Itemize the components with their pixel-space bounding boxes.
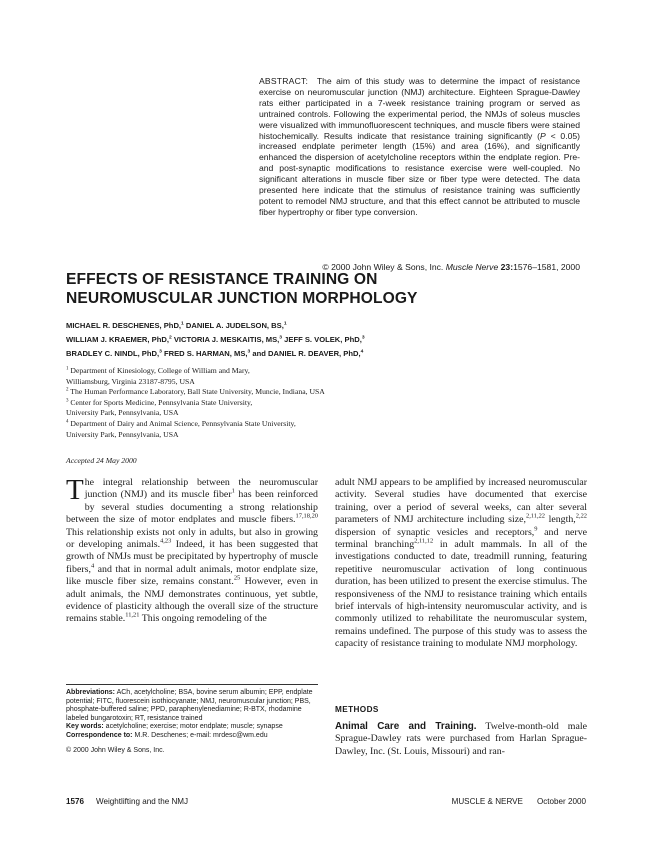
author-sup: 4	[360, 349, 364, 355]
body-text: he integral relationship between the neuromuscular junction (NMJ) and its muscle fiber	[84, 477, 318, 501]
author-sup: 1	[283, 321, 287, 327]
author-and: and	[252, 348, 266, 358]
author-name: BRADLEY C. NINDL, PhD,	[66, 348, 160, 358]
running-title: Weightlifting and the NMJ	[96, 797, 189, 806]
author-sup: 3	[159, 349, 162, 355]
author-sup: 3	[279, 335, 283, 341]
author-line-3	[66, 347, 586, 361]
body-text: This relationship exists not only in adults, but also in growing or developing animals.	[66, 526, 318, 551]
title-line-1: EFFECTS OF RESISTANCE TRAINING ON	[66, 271, 378, 288]
body-text: This ongoing remodeling of the	[139, 613, 267, 625]
footnotes	[66, 689, 318, 741]
affiliation-sup: 3	[66, 398, 69, 404]
affiliation-line: The Human Performance Laboratory, Ball State University, Muncie, Indiana, USA	[70, 387, 325, 397]
affiliation-sup: 1	[66, 366, 69, 372]
footnote-text: M.R. Deschenes; e-mail: mrdesc@wm.edu	[132, 731, 268, 739]
accepted-date: Accepted 24 May 2000	[66, 456, 137, 465]
footnote-copyright: © 2000 John Wiley & Sons, Inc.	[66, 747, 165, 754]
methods-paragraph	[335, 721, 587, 758]
copyright-journal: Muscle Nerve	[445, 262, 499, 272]
footnote-label: Abbreviations:	[66, 689, 116, 696]
author-name: MICHAEL R. DESCHENES, PhD,	[66, 321, 182, 330]
affiliation-line: Center for Sports Medicine, Pennsylvania State University,	[70, 397, 253, 407]
author-line-2	[66, 333, 586, 347]
footnote-divider	[66, 684, 318, 685]
methods-subheading: Animal Care and Training.	[335, 721, 477, 732]
affiliation-4-cont: University Park, Pennsylvania, USA	[66, 429, 179, 439]
page-footer-left	[66, 797, 188, 806]
author-sup: 1	[181, 321, 184, 327]
citation: 2,11,22	[525, 512, 546, 520]
drop-cap: T	[66, 474, 84, 506]
abstract-label: ABSTRACT:	[259, 76, 309, 86]
page-footer-right	[420, 797, 586, 806]
affiliation-line: Department of Dairy and Animal Science, Pennsylvania State University,	[70, 418, 296, 428]
author-name: FRED S. HARMAN, MS,	[163, 348, 248, 358]
footnote-keywords	[66, 723, 318, 732]
body-column-right	[335, 477, 587, 651]
article-title	[66, 270, 586, 308]
body-text: and nerve terminal branching	[335, 526, 588, 551]
copyright-volume: 23:	[500, 262, 514, 272]
abstract-text: The aim of this study was to determine the impact of resistance exercise on neuromuscular junction (NMJ) architecture. Eighteen Sprague-Dawley rats either participated in a 7-week resistance training program or served as untrained controls. Following the experimental period, the NMJs of soleus muscles were visualized with immunofluorescent techniques, and muscle fibers were stained histochemically. Results indicate that resistance training significantly (	[259, 76, 580, 141]
footnote-label: Correspondence to:	[66, 731, 133, 739]
affiliation-3	[66, 398, 396, 409]
author-sup: 2	[168, 335, 172, 341]
affiliation-sup: 2	[66, 387, 69, 393]
affiliation-2	[66, 387, 396, 398]
author-list	[66, 319, 586, 360]
footer-journal: MUSCLE & NERVE	[451, 797, 523, 806]
footnote-label: Key words:	[66, 723, 104, 731]
affiliation-1	[66, 366, 396, 377]
methods-text: Twelve-month-old male Sprague-Dawley rats were purchased from Harlan Sprague-Dawley, Inc. (St. Louis, Missouri) and ran-	[335, 721, 587, 757]
affiliation-4	[66, 419, 396, 430]
author-name: VICTORIA J. MESKAITIS, MS,	[173, 334, 280, 344]
citation: 4,23	[160, 537, 172, 545]
body-text: Indeed, it has been suggested that growth of NMJs must be precipitated by hypertrophy of muscle fibers,	[66, 539, 318, 575]
affiliation-line: Department of Kinesiology, College of William and Mary,	[70, 366, 250, 375]
citation: 1	[231, 488, 235, 496]
author-line-1	[66, 319, 586, 333]
author-name: WILLIAM J. KRAEMER, PhD,	[66, 334, 169, 344]
author-sup: 3	[361, 335, 365, 341]
author-sup: 3	[247, 349, 251, 355]
footnote-text: acetylcholine; exercise; motor endplate; muscle; synapse	[103, 723, 283, 731]
author-name: DANIEL A. JUDELSON, BS,	[185, 321, 284, 330]
citation: 9	[534, 525, 538, 533]
citation: 2,11,12	[414, 537, 434, 545]
author-name: JEFF S. VOLEK, PhD,	[284, 334, 362, 344]
body-text: dispersion of synaptic vesicles and receptors,	[335, 526, 535, 538]
body-text: in adult mammals. In all of the investigations conducted to date, treadmill running, featuring repetitive neuromuscular activation of long continuous duration, has been utilized to present the exercise stimulus. The responsiveness of the NMJ to resistance training which entails brief intervals of high-intensity neuromuscular activity, and is commonly utilized to rehabilitate the neuromuscular system, remains undefined. The purpose of this study was to assess the capacity of resistance training to modulate NMJ morphology.	[335, 539, 588, 650]
body-text: adult NMJ appears to be amplified by increased neuromuscular activity. Several studies have documented that exercise training, over a period of several weeks, can alter several parameters of NMJ architecture including size,	[335, 477, 587, 526]
methods-heading: METHODS	[335, 705, 379, 714]
footer-date: October 2000	[536, 797, 586, 806]
copyright-prefix: © 2000 John Wiley & Sons, Inc.	[322, 262, 444, 272]
body-text: and that in normal adult animals, motor endplate size, like muscle fiber size, remains constant.	[66, 563, 318, 588]
body-text: However, even in adult animals, the NMJ demonstrates continuous, yet subtle, evidence of plasticity although the overall size of the structure remains stable.	[66, 576, 318, 625]
affiliation-sup: 4	[66, 419, 69, 425]
abstract	[259, 76, 580, 218]
footnote-text: ACh, acetylcholine; BSA, bovine serum albumin; EPP, endplate potential; FITC, fluorescein isothiocyanate; NMJ, neuromuscular junction; PBS, phosphate-buffered saline; PPD, paraphenylenediamine; R-BTX, rhodamine labeled bungarotoxin; RT, resistance trained	[66, 689, 313, 722]
body-text: has been reinforced by several studies documenting a strong relationship between the size of motor endplates and muscle fibers.	[66, 489, 318, 526]
abstract-text-2: < 0.05) increased endplate perimeter length (15%) and area (16%), and significantly enhanced the dispersion of acetylcholine receptors within the endplate region. Pre- and post-synaptic modifications to resistance exercise were well-coupled. No significant alterations in muscle fiber size or fiber type were detected. The data presented here indicate that the stimulus of resistance training was sufficiently potent to remodel NMJ structure, and that this effect cannot be attributed to muscle fiber hypertrophy or fiber type conversion.	[259, 130, 580, 217]
citation: 17,18,20	[295, 512, 318, 520]
title-line-2: NEUROMUSCULAR JUNCTION MORPHOLOGY	[66, 290, 418, 307]
body-text: length,	[545, 514, 576, 526]
citation: 11,21	[125, 612, 140, 620]
abstract-p-symbol: P	[540, 130, 546, 141]
citation: 4	[90, 562, 95, 570]
affiliation-1-cont: Williamsburg, Virginia 23187-8795, USA	[66, 376, 195, 386]
body-column-left	[66, 474, 318, 626]
affiliations	[66, 366, 396, 440]
citation: 2,22	[575, 512, 588, 520]
copyright-pages: 1576–1581, 2000	[513, 262, 580, 272]
footnote-correspondence	[66, 732, 318, 741]
page-number: 1576	[66, 797, 85, 806]
author-name: DANIEL R. DEAVER, PhD,	[268, 348, 361, 358]
citation: 25	[233, 574, 241, 582]
footnote-abbreviations	[66, 689, 318, 723]
affiliation-3-cont: University Park, Pennsylvania, USA	[66, 408, 179, 418]
